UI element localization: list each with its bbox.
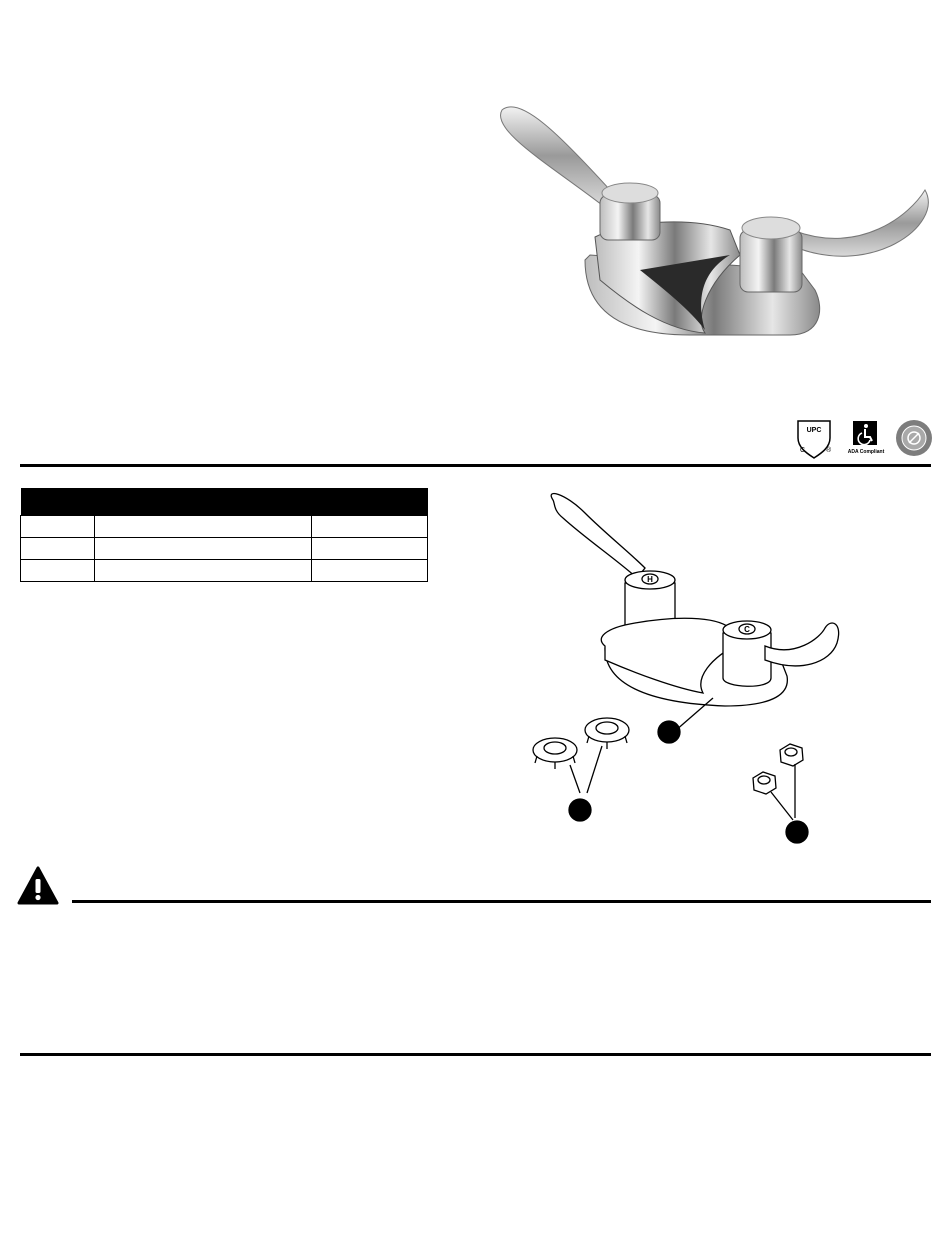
callout-marker [658, 721, 680, 743]
table-row [21, 516, 428, 538]
warning-divider [72, 900, 931, 903]
lead-free-seal-icon [896, 420, 932, 456]
section-divider-bottom [20, 1053, 931, 1056]
table-cell [95, 516, 312, 538]
parts-diagram [525, 488, 855, 848]
callout-marker [569, 799, 591, 821]
faucet-line-art [551, 494, 838, 706]
table-cell [95, 538, 312, 560]
upc-registered-mark: ® [826, 447, 832, 454]
parts-table-header-cell [312, 488, 428, 516]
table-cell [312, 516, 428, 538]
upc-certification-icon [798, 421, 832, 458]
table-cell [312, 538, 428, 560]
parts-table [20, 488, 428, 582]
table-cell [21, 560, 95, 582]
section-divider-top [20, 464, 931, 467]
table-row [21, 538, 428, 560]
table-cell [312, 560, 428, 582]
upc-c-mark: C [800, 447, 806, 454]
parts-table-header-cell [95, 488, 312, 516]
warning-triangle-icon [17, 866, 59, 906]
hot-cap-letter: H [647, 575, 653, 584]
table-cell [21, 538, 95, 560]
product-photo [490, 95, 940, 355]
ada-label: ADA Compliant [847, 449, 885, 455]
certification-logos [790, 418, 940, 464]
table-cell [21, 516, 95, 538]
upc-letters: UPC [806, 427, 822, 434]
table-cell [95, 560, 312, 582]
gasket-parts [533, 718, 629, 793]
parts-table-header-row [21, 488, 428, 516]
table-row [21, 560, 428, 582]
nut-parts [753, 744, 803, 820]
ada-compliant-icon [848, 421, 885, 455]
parts-table-header-cell [21, 488, 95, 516]
callout-marker [786, 821, 808, 843]
cold-cap-letter: C [744, 625, 750, 634]
